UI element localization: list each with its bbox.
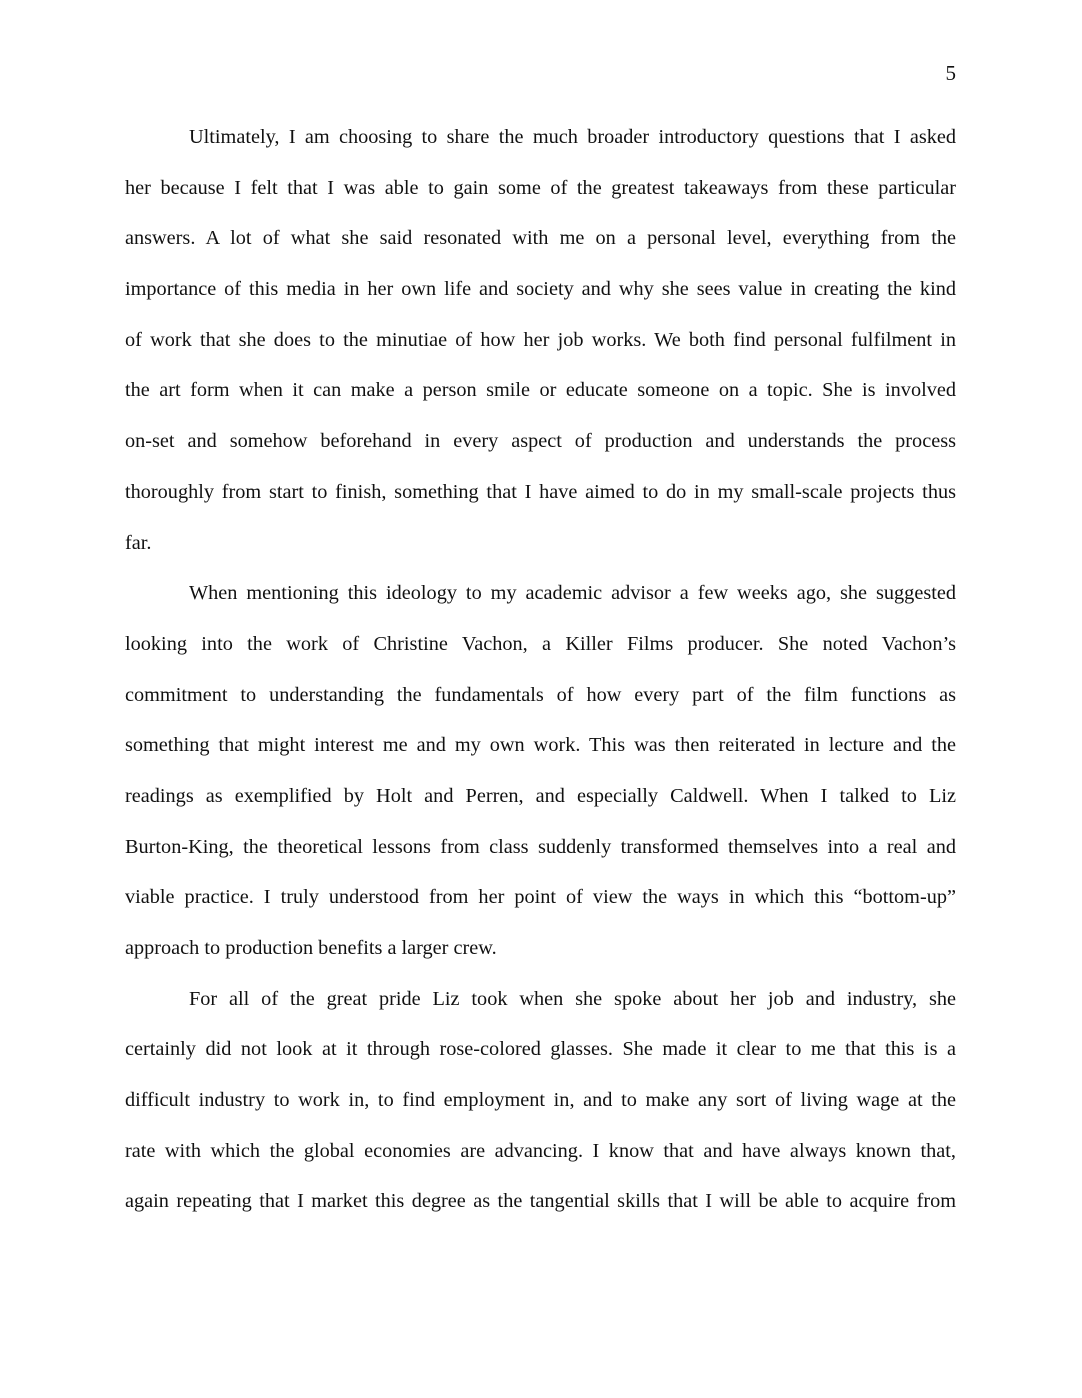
text-line: thoroughly from start to finish, something that I have aimed to do in my small-scale projects thus: [125, 480, 956, 503]
text-line: rate with which the global economies are advancing. I know that and have always known that,: [125, 1139, 956, 1162]
text-line: answers. A lot of what she said resonated with me on a personal level, everything from the: [125, 227, 956, 250]
text-line: readings as exemplified by Holt and Perren, and especially Caldwell. When I talked to Liz: [125, 784, 956, 807]
text-line: commitment to understanding the fundamentals of how every part of the film functions as: [125, 683, 956, 706]
text-line: on-set and somehow beforehand in every aspect of production and understands the process: [125, 430, 956, 453]
text-line: difficult industry to work in, to find employment in, and to make any sort of living wage at the: [125, 1089, 956, 1112]
text-line: viable practice. I truly understood from her point of view the ways in which this “bottom-up”: [125, 886, 956, 909]
text-line: the art form when it can make a person smile or educate someone on a topic. She is involved: [125, 379, 956, 402]
text-line: For all of the great pride Liz took when she spoke about her job and industry, she: [189, 987, 956, 1010]
paragraph: [125, 112, 956, 568]
text-line: of work that she does to the minutiae of how her job works. We both find personal fulfilment in: [125, 328, 956, 351]
text-line: something that might interest me and my own work. This was then reiterated in lecture and the: [125, 734, 956, 757]
body-text: [125, 112, 956, 1227]
text-line: When mentioning this ideology to my academic advisor a few weeks ago, she suggested: [189, 582, 956, 605]
paragraph: [125, 568, 956, 974]
text-line: certainly did not look at it through rose-colored glasses. She made it clear to me that this is a: [125, 1038, 956, 1061]
paragraph: [125, 974, 956, 1227]
text-line: far.: [125, 531, 152, 554]
text-line: her because I felt that I was able to gain some of the greatest takeaways from these particular: [125, 176, 956, 199]
text-line: importance of this media in her own life and society and why she sees value in creating the kind: [125, 278, 956, 301]
text-line: Ultimately, I am choosing to share the much broader introductory questions that I asked: [189, 126, 956, 148]
page-number: 5: [945, 61, 956, 85]
text-line: approach to production benefits a larger crew.: [125, 937, 497, 959]
text-line: Burton-King, the theoretical lessons from class suddenly transformed themselves into a real and: [125, 835, 956, 858]
text-line: looking into the work of Christine Vachon, a Killer Films producer. She noted Vachon’s: [125, 632, 956, 655]
text-line: again repeating that I market this degree as the tangential skills that I will be able to acquire from: [125, 1190, 956, 1213]
